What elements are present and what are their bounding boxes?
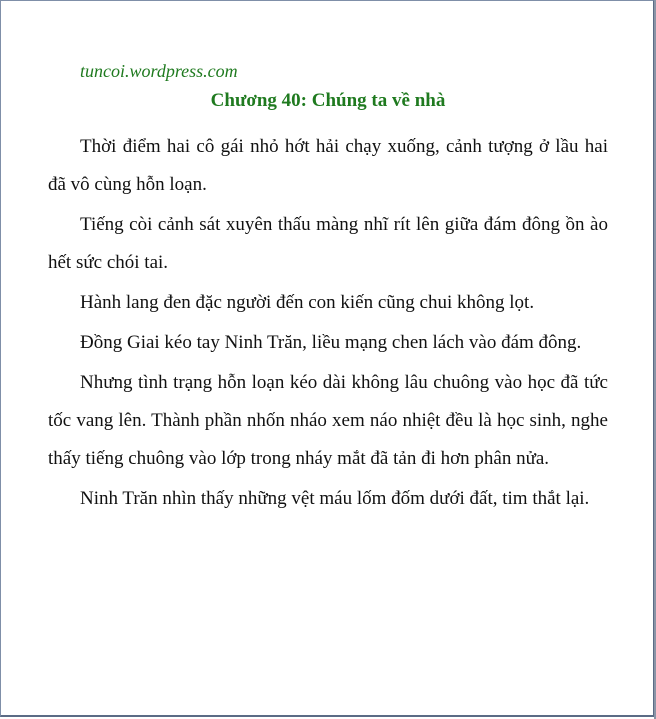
paragraph-4: Đồng Giai kéo tay Ninh Trăn, liều mạng chen lách vào đám đông.: [80, 332, 582, 353]
paragraph-3: Hành lang đen đặc người đến con kiến cũng chui không lọt.: [80, 292, 535, 313]
paragraph-2: Tiếng còi cảnh sát xuyên thấu màng nhĩ rít lên giữa đám đông ồn ào hết sức chói tai.: [48, 214, 608, 273]
paragraph-6: Ninh Trăn nhìn thấy những vệt máu lốm đốm dưới đất, tim thắt lại.: [80, 488, 590, 509]
paragraph-5: Nhưng tình trạng hỗn loạn kéo dài không lâu chuông vào học đã tức tốc vang lên. Thành phần nhốn nháo xem náo nhiệt đều là học sinh, nghe thấy tiếng chuông vào lớp trong nháy mắt đã tản đi hơn phân nửa.: [48, 372, 608, 469]
document-content: [48, 58, 608, 520]
chapter-title: Chương 40: Chúng ta về nhà: [210, 90, 446, 111]
paragraph-1: Thời điểm hai cô gái nhỏ hớt hải chạy xuống, cảnh tượng ở lầu hai đã vô cùng hỗn loạn.: [48, 136, 608, 195]
site-header: tuncoi.wordpress.com: [80, 61, 238, 81]
